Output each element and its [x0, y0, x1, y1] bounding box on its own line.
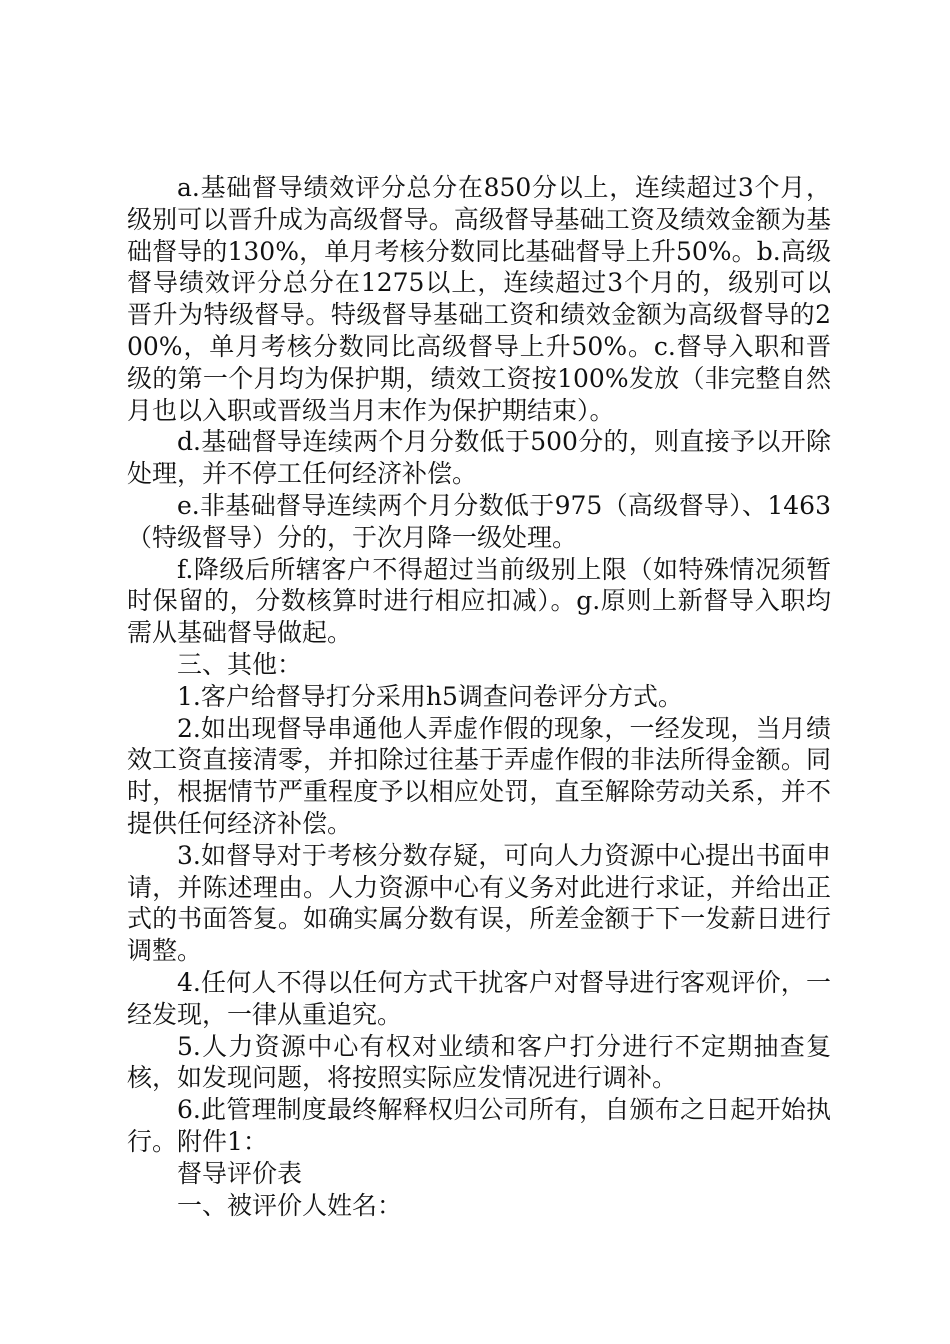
- paragraph-item-2: 2.如出现督导串通他人弄虚作假的现象，一经发现，当月绩效工资直接清零，并扣除过往基于弄虚作假的非法所得金额。同时，根据情节严重程度予以相应处罚，直至解除劳动关系，并不提供任何经济补偿。: [127, 713, 831, 838]
- paragraph-item-4: 4.任何人不得以任何方式干扰客户对督导进行客观评价，一经发现，一律从重追究。: [127, 967, 831, 1029]
- attachment-title: 督导评价表: [177, 1158, 303, 1188]
- document-body: [127, 172, 831, 1221]
- section-heading-other: 三、其他：: [177, 649, 303, 679]
- paragraph-dismissal-rule: d.基础督导连续两个月分数低于500分的，则直接予以开除处理，并不停工任何经济补偿。: [127, 427, 831, 489]
- paragraph-item-6: 6.此管理制度最终解释权归公司所有，自颁布之日起开始执行。附件1：: [127, 1095, 831, 1156]
- paragraph-item-5: 5.人力资源中心有权对业绩和客户打分进行不定期抽查复核，如发现问题，将按照实际应发情况进行调补。: [127, 1031, 831, 1093]
- paragraph-demotion-rule: e.非基础督导连续两个月分数低于975（高级督导）、1463（特级督导）分的，于次月降一级处理。: [127, 490, 831, 552]
- paragraph-client-limit-rule: f.降级后所辖客户不得超过当前级别上限（如特殊情况须暂时保留的，分数核算时进行相应扣减）。g.原则上新督导入职均需从基础督导做起。: [127, 554, 831, 648]
- paragraph-item-1: 1.客户给督导打分采用h5调查问卷评分方式。: [177, 681, 683, 711]
- paragraph-promotion-rules: a.基础督导绩效评分总分在850分以上，连续超过3个月，级别可以晋升成为高级督导。高级督导基础工资及绩效金额为基础督导的130%，单月考核分数同比基础督导上升50%。b.高级督导绩效评分总分在1275以上，连续超过3个月的，级别可以晋升为特级督导。特级督导基础工资和绩效金额为高级督导的200%，单月考核分数同比高级督导上升50%。c.督导入职和晋级的第一个月均为保护期，绩效工资按100%发放（非完整自然月也以入职或晋级当月末作为保护期结束）。: [127, 173, 831, 425]
- form-field-evaluatee-name: 一、被评价人姓名：: [177, 1190, 403, 1220]
- paragraph-item-3: 3.如督导对于考核分数存疑，可向人力资源中心提出书面申请，并陈述理由。人力资源中心有义务对此进行求证，并给出正式的书面答复。如确实属分数有误，所差金额于下一发薪日进行调整。: [127, 840, 831, 966]
